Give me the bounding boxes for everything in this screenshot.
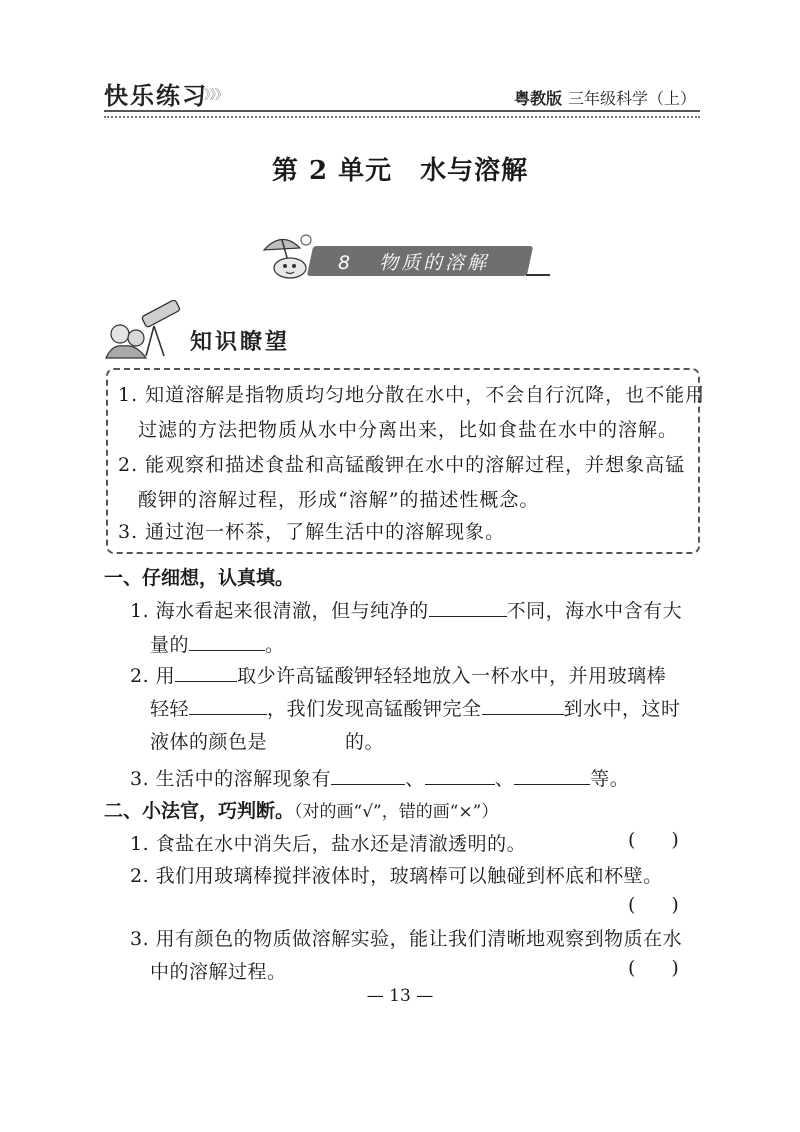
section-fill-in-heading: 一、仔细想，认真填。	[104, 567, 295, 589]
answer-blank[interactable]	[425, 766, 495, 785]
unit-title	[0, 150, 800, 187]
telescope-children-icon	[102, 300, 186, 360]
header-dotted-rule	[104, 116, 700, 118]
answer-blank[interactable]	[189, 696, 267, 715]
page-number: — 13 —	[366, 986, 434, 1006]
header-rule	[104, 110, 700, 112]
fill-question-1-line-1: 1. 海水看起来很清澈，但与纯净的 不同，海水中含有大	[130, 600, 683, 622]
fill-question-2-line-1: 2. 用 取少许高锰酸钾轻轻地放入一杯水中，并用玻璃棒	[130, 665, 667, 687]
lesson-underline	[526, 274, 550, 276]
knowledge-section-title: 知识瞭望	[190, 330, 291, 355]
knowledge-line: 3. 通过泡一杯茶，了解生活中的溶解现象。	[118, 521, 506, 543]
knowledge-line: 酸钾的溶解过程，形成“溶解”的描述性概念。	[138, 489, 540, 511]
judge-instructions: （对的画“√”，错的画“×”）	[294, 802, 499, 822]
knowledge-line: 过滤的方法把物质从水中分离出来，比如食盐在水中的溶解。	[138, 419, 679, 441]
judge-question-3-line-2: 中的溶解过程。	[150, 961, 287, 983]
lesson-number: 8	[338, 252, 354, 274]
fill-question-2-line-3: 液体的颜色是 的。	[150, 731, 385, 753]
answer-blank[interactable]	[482, 696, 564, 715]
edition-label: 粤教版	[513, 89, 562, 108]
fill-question-2-line-2: 轻轻 ，我们发现高锰酸钾完全 到水中，这时	[150, 698, 681, 720]
knowledge-line: 2. 能观察和描述食盐和高锰酸钾在水中的溶解过程，并想象高锰	[118, 454, 686, 476]
section-judge-heading: 二、小法官，巧判断。（对的画“√”，错的画“×”）	[104, 800, 499, 822]
answer-blank[interactable]	[429, 598, 507, 617]
fill-question-1-line-2: 量的 。	[150, 634, 285, 656]
judge-question-2: 2. 我们用玻璃棒搅拌液体时，玻璃棒可以触碰到杯底和杯壁。	[130, 865, 663, 887]
knowledge-line: 1. 知道溶解是指物质均匀地分散在水中，不会自行沉降，也不能用	[118, 384, 706, 406]
chevron-decoration: 》》》	[204, 88, 228, 103]
answer-blank[interactable]	[331, 766, 405, 785]
unit-name: 水与溶解	[420, 156, 529, 186]
fill-question-3: 3. 生活中的溶解现象有 、 、 等。	[130, 768, 630, 790]
lesson-name: 物质的溶解	[379, 252, 490, 274]
answer-parentheses[interactable]: ( )	[628, 829, 679, 851]
answer-blank[interactable]	[514, 766, 590, 785]
answer-blank[interactable]	[189, 632, 265, 651]
book-series-title: 快乐练习	[104, 82, 208, 110]
answer-blank[interactable]	[175, 663, 237, 682]
answer-parentheses[interactable]: ( )	[628, 894, 679, 916]
unit-label: 第 2 单元	[271, 156, 393, 186]
grade-subject-label: 三年级科学（上）	[567, 89, 696, 108]
judge-question-3-line-1: 3. 用有颜色的物质做溶解实验，能让我们清晰地观察到物质在水	[130, 928, 683, 950]
answer-parentheses[interactable]: ( )	[628, 957, 679, 979]
lesson-title	[338, 248, 489, 275]
judge-question-1: 1. 食盐在水中消失后，盐水还是清澈透明的。	[130, 833, 527, 855]
book-edition-info	[514, 86, 696, 109]
